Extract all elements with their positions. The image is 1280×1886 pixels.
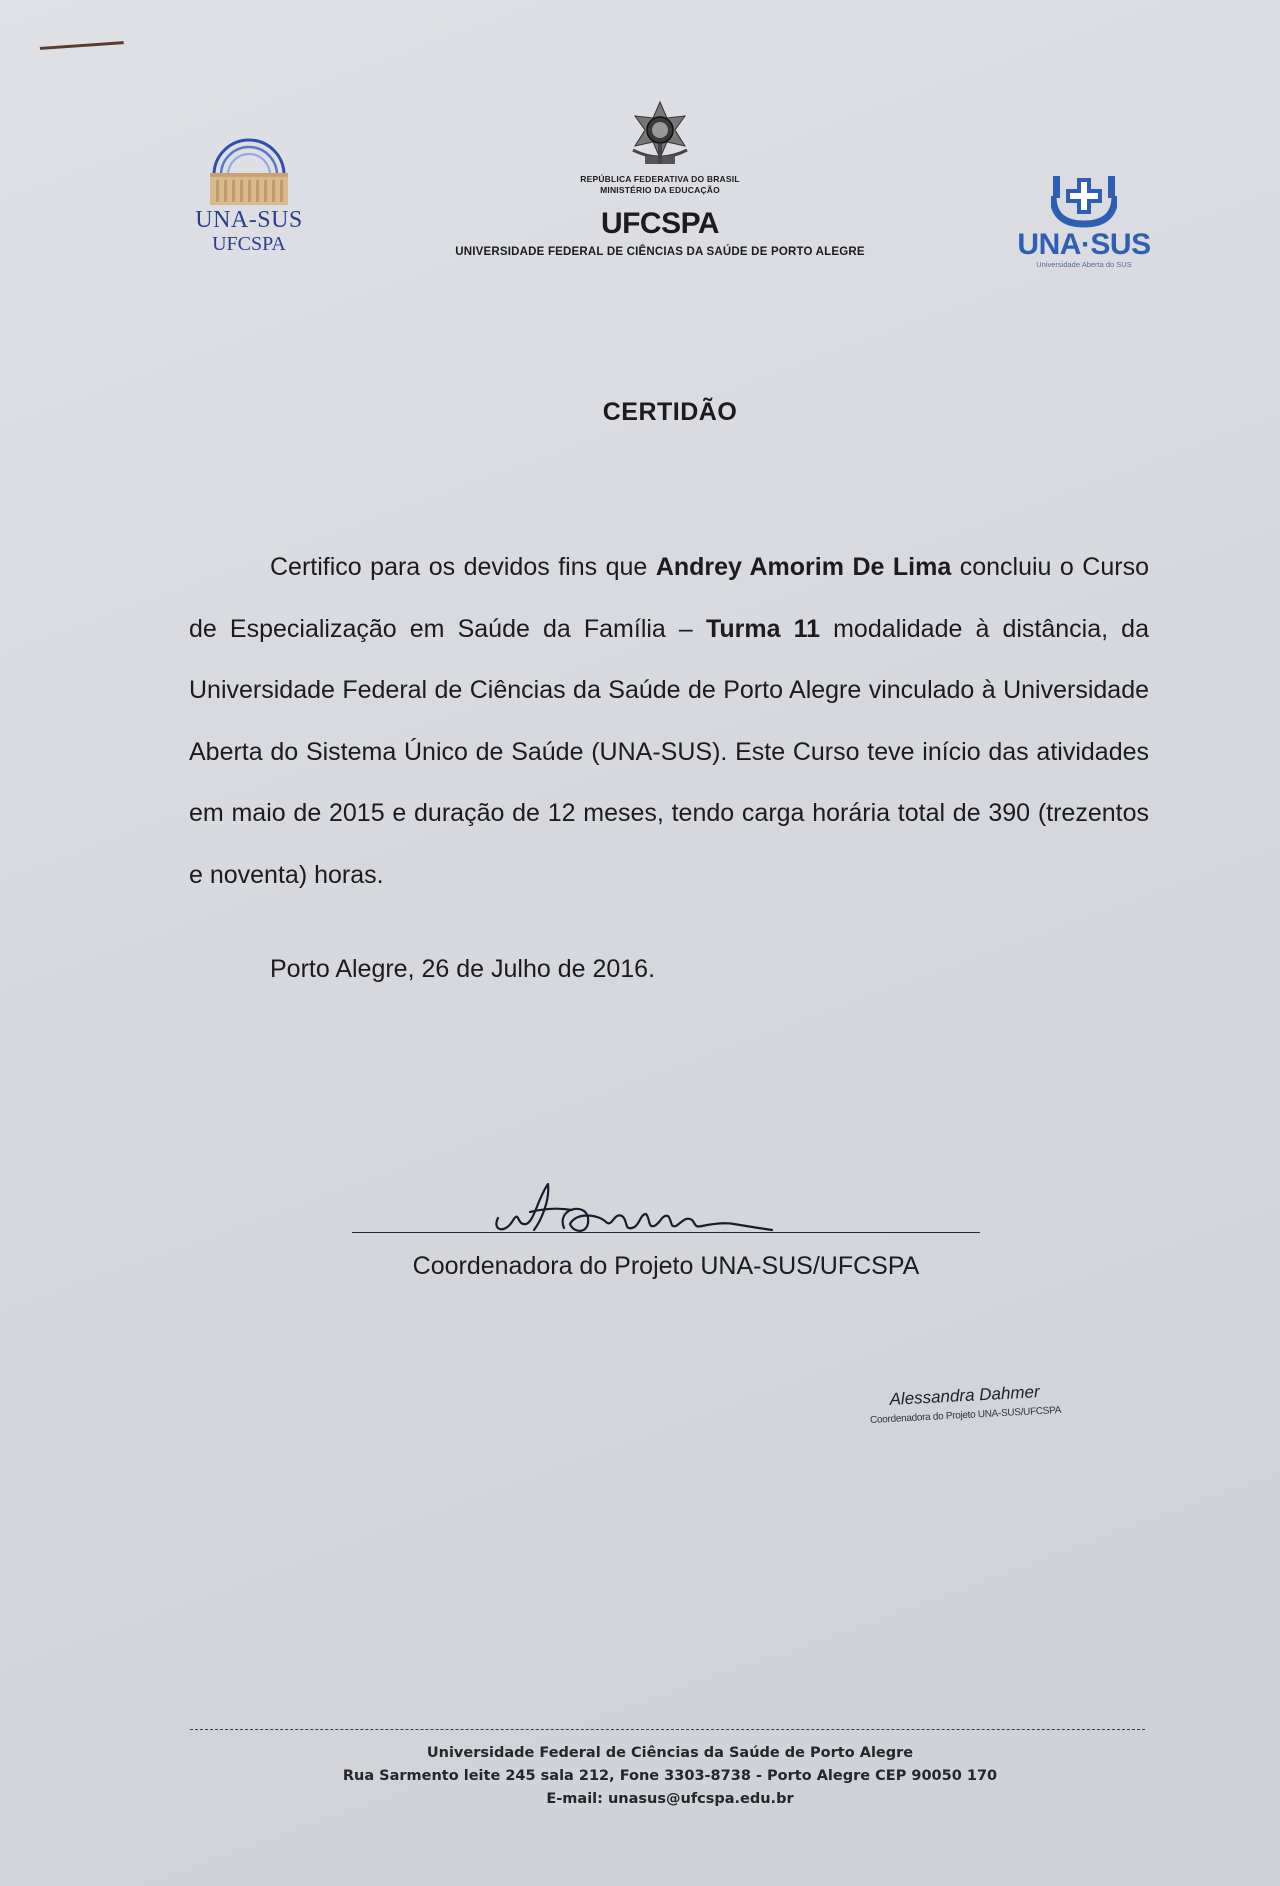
una-sus-logo — [1010, 172, 1158, 269]
ministry-label: MINISTÉRIO DA EDUCAÇÃO — [600, 185, 720, 195]
certificate-body — [189, 537, 1149, 906]
right-logo-brand: UNA·SUS — [1017, 228, 1151, 261]
stamp-role: Coordenadora do Projeto UNA-SUS/UFCSPA — [869, 1404, 1062, 1426]
body-text-part1: Certifico para os devidos fins que — [270, 553, 656, 581]
body-text-part2: concluiu o Curso de Especialização em Saúde da Família – — [189, 553, 1149, 643]
signature-line — [352, 1232, 980, 1233]
footer-divider — [190, 1729, 1145, 1730]
right-logo-subtitle: Universidade Aberta do SUS — [1036, 260, 1132, 269]
student-name: Andrey Amorim De Lima — [655, 553, 952, 581]
signatory-stamp — [849, 1380, 1081, 1427]
brazil-coat-of-arms-icon — [627, 100, 693, 170]
class-name: Turma 11 — [705, 614, 821, 643]
pencil-mark — [40, 41, 124, 56]
republic-label: REPÚBLICA FEDERATIVA DO BRASIL — [580, 174, 740, 184]
footer-institution: Universidade Federal de Ciências da Saúde de Porto Alegre — [426, 1745, 914, 1761]
una-sus-ufcspa-logo — [186, 135, 312, 255]
stamp-name: Alessandra Dahmer — [889, 1382, 1041, 1409]
date-line: Porto Alegre, 26 de Julho de 2016. — [270, 955, 656, 983]
institution-name: UNIVERSIDADE FEDERAL DE CIÊNCIAS DA SAÚDE DE PORTO ALEGRE — [455, 246, 865, 258]
institution-header — [420, 100, 900, 258]
institution-acronym: UFCSPA — [600, 207, 720, 240]
handwritten-signature — [490, 1178, 780, 1240]
left-logo-line1: UNA-SUS — [195, 207, 303, 233]
body-text-part3: modalidade à distância, da Universidade Federal de Ciências da Saúde de Porto Alegre vinculado à Universidade Aberta do Sistema Único de Saúde (UNA-SUS). Este Curso teve início das atividades em maio de 2015 e duração de 12 meses, tendo carga horária total de 390 (trezentos e noventa) horas. — [189, 614, 1149, 889]
building-arches-icon — [204, 135, 294, 207]
document-title: CERTIDÃO — [602, 398, 738, 426]
medical-cross-icon — [1051, 172, 1117, 230]
footer — [330, 1742, 1010, 1811]
certificate-paragraph — [189, 537, 1149, 906]
left-logo-line2: UFCSPA — [212, 233, 286, 255]
footer-address: Rua Sarmento leite 245 sala 212, Fone 3303-8738 - Porto Alegre CEP 90050 170 — [342, 1768, 998, 1784]
footer-email: E-mail: unasus@ufcspa.edu.br — [546, 1791, 794, 1807]
signatory-role: Coordenadora do Projeto UNA-SUS/UFCSPA — [412, 1252, 920, 1280]
